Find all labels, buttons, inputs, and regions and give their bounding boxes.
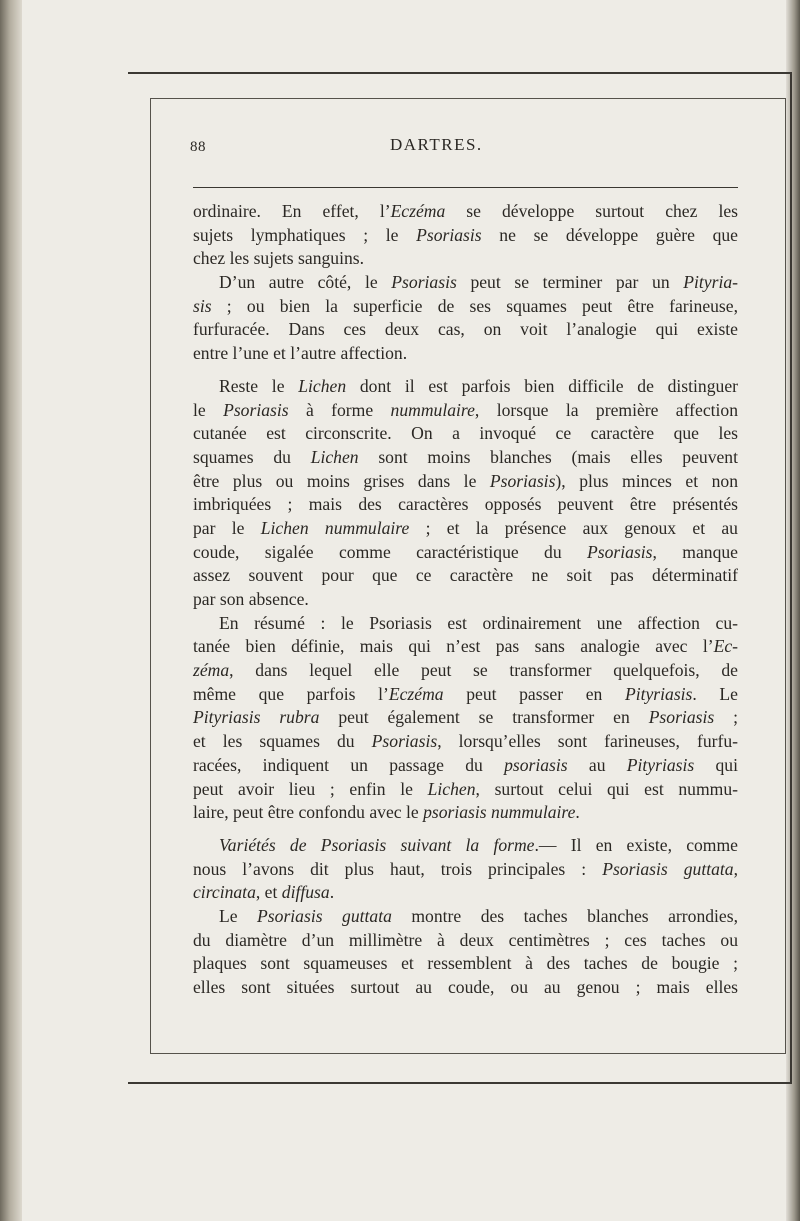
text-run: entre l’une et l’autre affection.: [193, 343, 408, 364]
italic-term: Pityriasis: [624, 683, 693, 704]
italic-term: diffusa: [281, 882, 330, 903]
text-run: ), plus minces et non: [555, 470, 738, 491]
text-run: Le: [219, 905, 258, 926]
text-line: [193, 801, 738, 825]
text-run: être plus ou moins grises dans le: [193, 470, 490, 491]
text-line: [193, 635, 738, 659]
text-run: Reste le: [219, 375, 299, 396]
text-line: [193, 470, 738, 494]
text-run: , manque: [652, 541, 738, 562]
text-line: [193, 952, 738, 976]
text-run: elles sont situées surtout au coude, ou au genou ; mais elles: [193, 977, 738, 997]
paragraph-gap: [193, 366, 738, 375]
italic-term: Psoriasis: [648, 707, 715, 728]
text-line: [193, 564, 738, 588]
italic-term: Lichen: [310, 446, 359, 467]
text-run: plaques sont squameuses et ressemblent à des taches de bougie ;: [193, 953, 738, 974]
italic-term: Psoriasis: [391, 272, 457, 293]
text-run: peut passer en: [443, 683, 625, 704]
text-run: qui: [694, 754, 738, 775]
text-line: [193, 446, 738, 470]
text-run: laire, peut être confondu avec le: [193, 802, 424, 823]
text-run: au: [567, 754, 627, 775]
text-line: [193, 342, 738, 366]
text-run: coude, sigalée comme caractéristique du: [193, 541, 588, 562]
text-line: [193, 541, 738, 565]
text-line: [193, 517, 738, 541]
text-run: , surtout celui qui est nummu-: [475, 778, 738, 799]
paragraph-gap: [193, 825, 738, 834]
italic-term: Pityriasis rubra: [193, 707, 320, 728]
italic-term: Psoriasis: [371, 731, 438, 752]
text-run: peut se terminer par un: [456, 272, 684, 293]
running-title: DARTRES.: [390, 135, 483, 154]
text-line: [193, 730, 738, 754]
text-line: [193, 778, 738, 802]
text-run: , et: [255, 882, 282, 903]
page-header: [190, 133, 735, 169]
text-line: [193, 588, 738, 612]
text-run: .— Il en existe, comme: [534, 834, 738, 855]
text-run: ; et la présence aux genoux et au: [409, 517, 738, 538]
book-binding-edge: [0, 0, 22, 1221]
text-line: [193, 858, 738, 882]
text-line: [193, 929, 738, 953]
text-run: du diamètre d’un millimètre à deux centimètres ; ces taches ou: [193, 929, 738, 950]
text-line: [193, 683, 738, 707]
italic-term: sis: [193, 295, 212, 316]
text-run: , lorsque la première affection: [474, 399, 738, 420]
text-line: [193, 422, 738, 446]
text-run: En résumé : le Psoriasis est ordinairement une affection cu-: [219, 612, 738, 633]
italic-term: Pityriasis: [626, 754, 695, 775]
text-line: [193, 976, 738, 1000]
text-line: [193, 399, 738, 423]
text-line: [193, 905, 738, 929]
text-line: [193, 493, 738, 517]
text-run: dont il est parfois bien difficile de distinguer: [346, 375, 738, 396]
italic-term: psoriasis: [504, 754, 568, 775]
text-run: montre des taches blanches arrondies,: [391, 905, 738, 926]
text-run: et les squames du: [193, 731, 372, 752]
text-run: par le: [193, 517, 261, 538]
italic-term: Psoriasis: [587, 541, 653, 562]
text-line: [193, 224, 738, 248]
text-run: se développe surtout chez les: [445, 201, 738, 221]
italic-term: Psoriasis guttata: [602, 858, 734, 879]
text-run: sont moins blanches (mais elles peuvent: [358, 446, 738, 467]
text-run: par son absence.: [193, 589, 309, 609]
text-run: squames du: [193, 446, 311, 467]
text-line: [193, 200, 738, 224]
header-rule: [193, 187, 738, 188]
text-run: peut avoir lieu ; enfin le: [193, 778, 428, 799]
text-run: sujets lymphatiques ; le: [193, 224, 417, 245]
text-run: cutanée est circonscrite. On a invoqué ce caractère que les: [193, 423, 738, 444]
text-run: à forme: [288, 399, 391, 420]
italic-term: Pityria-: [683, 272, 738, 293]
text-run: .: [329, 882, 335, 903]
italic-term: Variétés de Psoriasis suivant la forme: [219, 834, 535, 855]
text-run: .: [575, 802, 580, 823]
italic-term: nummulaire: [390, 399, 475, 420]
text-run: ne se développe guère que: [481, 224, 738, 245]
text-line: [193, 834, 738, 858]
italic-term: Eczéma: [390, 201, 446, 221]
body-text: [193, 200, 738, 1000]
italic-term: Psoriasis guttata: [257, 905, 392, 926]
text-run: chez les sujets sanguins.: [193, 248, 365, 269]
italic-term: circinata: [193, 882, 256, 903]
text-run: le: [193, 399, 224, 420]
text-line: [193, 295, 738, 319]
italic-term: Psoriasis: [416, 224, 482, 245]
text-run: même que parfois l’: [193, 683, 389, 704]
italic-term: Ec-: [713, 636, 738, 657]
text-run: peut également se transformer en: [319, 707, 649, 728]
text-run: . Le: [692, 683, 738, 704]
italic-term: zéma: [193, 660, 230, 681]
italic-term: Psoriasis: [489, 470, 556, 491]
text-run: ; ou bien la superficie de ses squames peut être farineuse,: [211, 295, 738, 316]
italic-term: Lichen nummulaire: [260, 517, 410, 538]
text-line: [193, 881, 738, 905]
text-run: tanée bien définie, mais qui n’est pas sans analogie avec l’: [193, 636, 714, 657]
text-run: furfuracée. Dans ces deux cas, on voit l’analogie qui existe: [193, 319, 738, 340]
italic-term: Lichen: [427, 778, 476, 799]
italic-term: psoriasis nummulaire: [423, 802, 576, 823]
text-run: racées, indiquent un passage du: [193, 754, 505, 775]
text-run: ,: [733, 858, 738, 879]
text-line: [193, 271, 738, 295]
italic-term: Eczéma: [388, 683, 444, 704]
text-run: ordinaire. En effet, l’: [193, 201, 391, 221]
text-run: assez souvent pour que ce caractère ne soit pas déterminatif: [193, 565, 738, 586]
page-number: 88: [190, 139, 206, 155]
italic-term: Psoriasis: [223, 399, 289, 420]
text-line: [193, 612, 738, 636]
text-line: [193, 375, 738, 399]
text-line: [193, 318, 738, 342]
text-line: [193, 706, 738, 730]
text-run: , lorsqu’elles sont farineuses, furfu-: [437, 731, 738, 752]
text-run: nous l’avons dit plus haut, trois principales :: [193, 858, 603, 879]
text-line: [193, 754, 738, 778]
italic-term: Lichen: [298, 375, 347, 396]
text-line: [193, 659, 738, 683]
text-run: imbriquées ; mais des caractères opposés peuvent être présentés: [193, 494, 738, 515]
text-run: D’un autre côté, le: [219, 272, 392, 293]
text-run: ;: [714, 707, 738, 728]
text-line: [193, 247, 738, 271]
text-run: , dans lequel elle peut se transformer quelquefois, de: [229, 660, 738, 681]
